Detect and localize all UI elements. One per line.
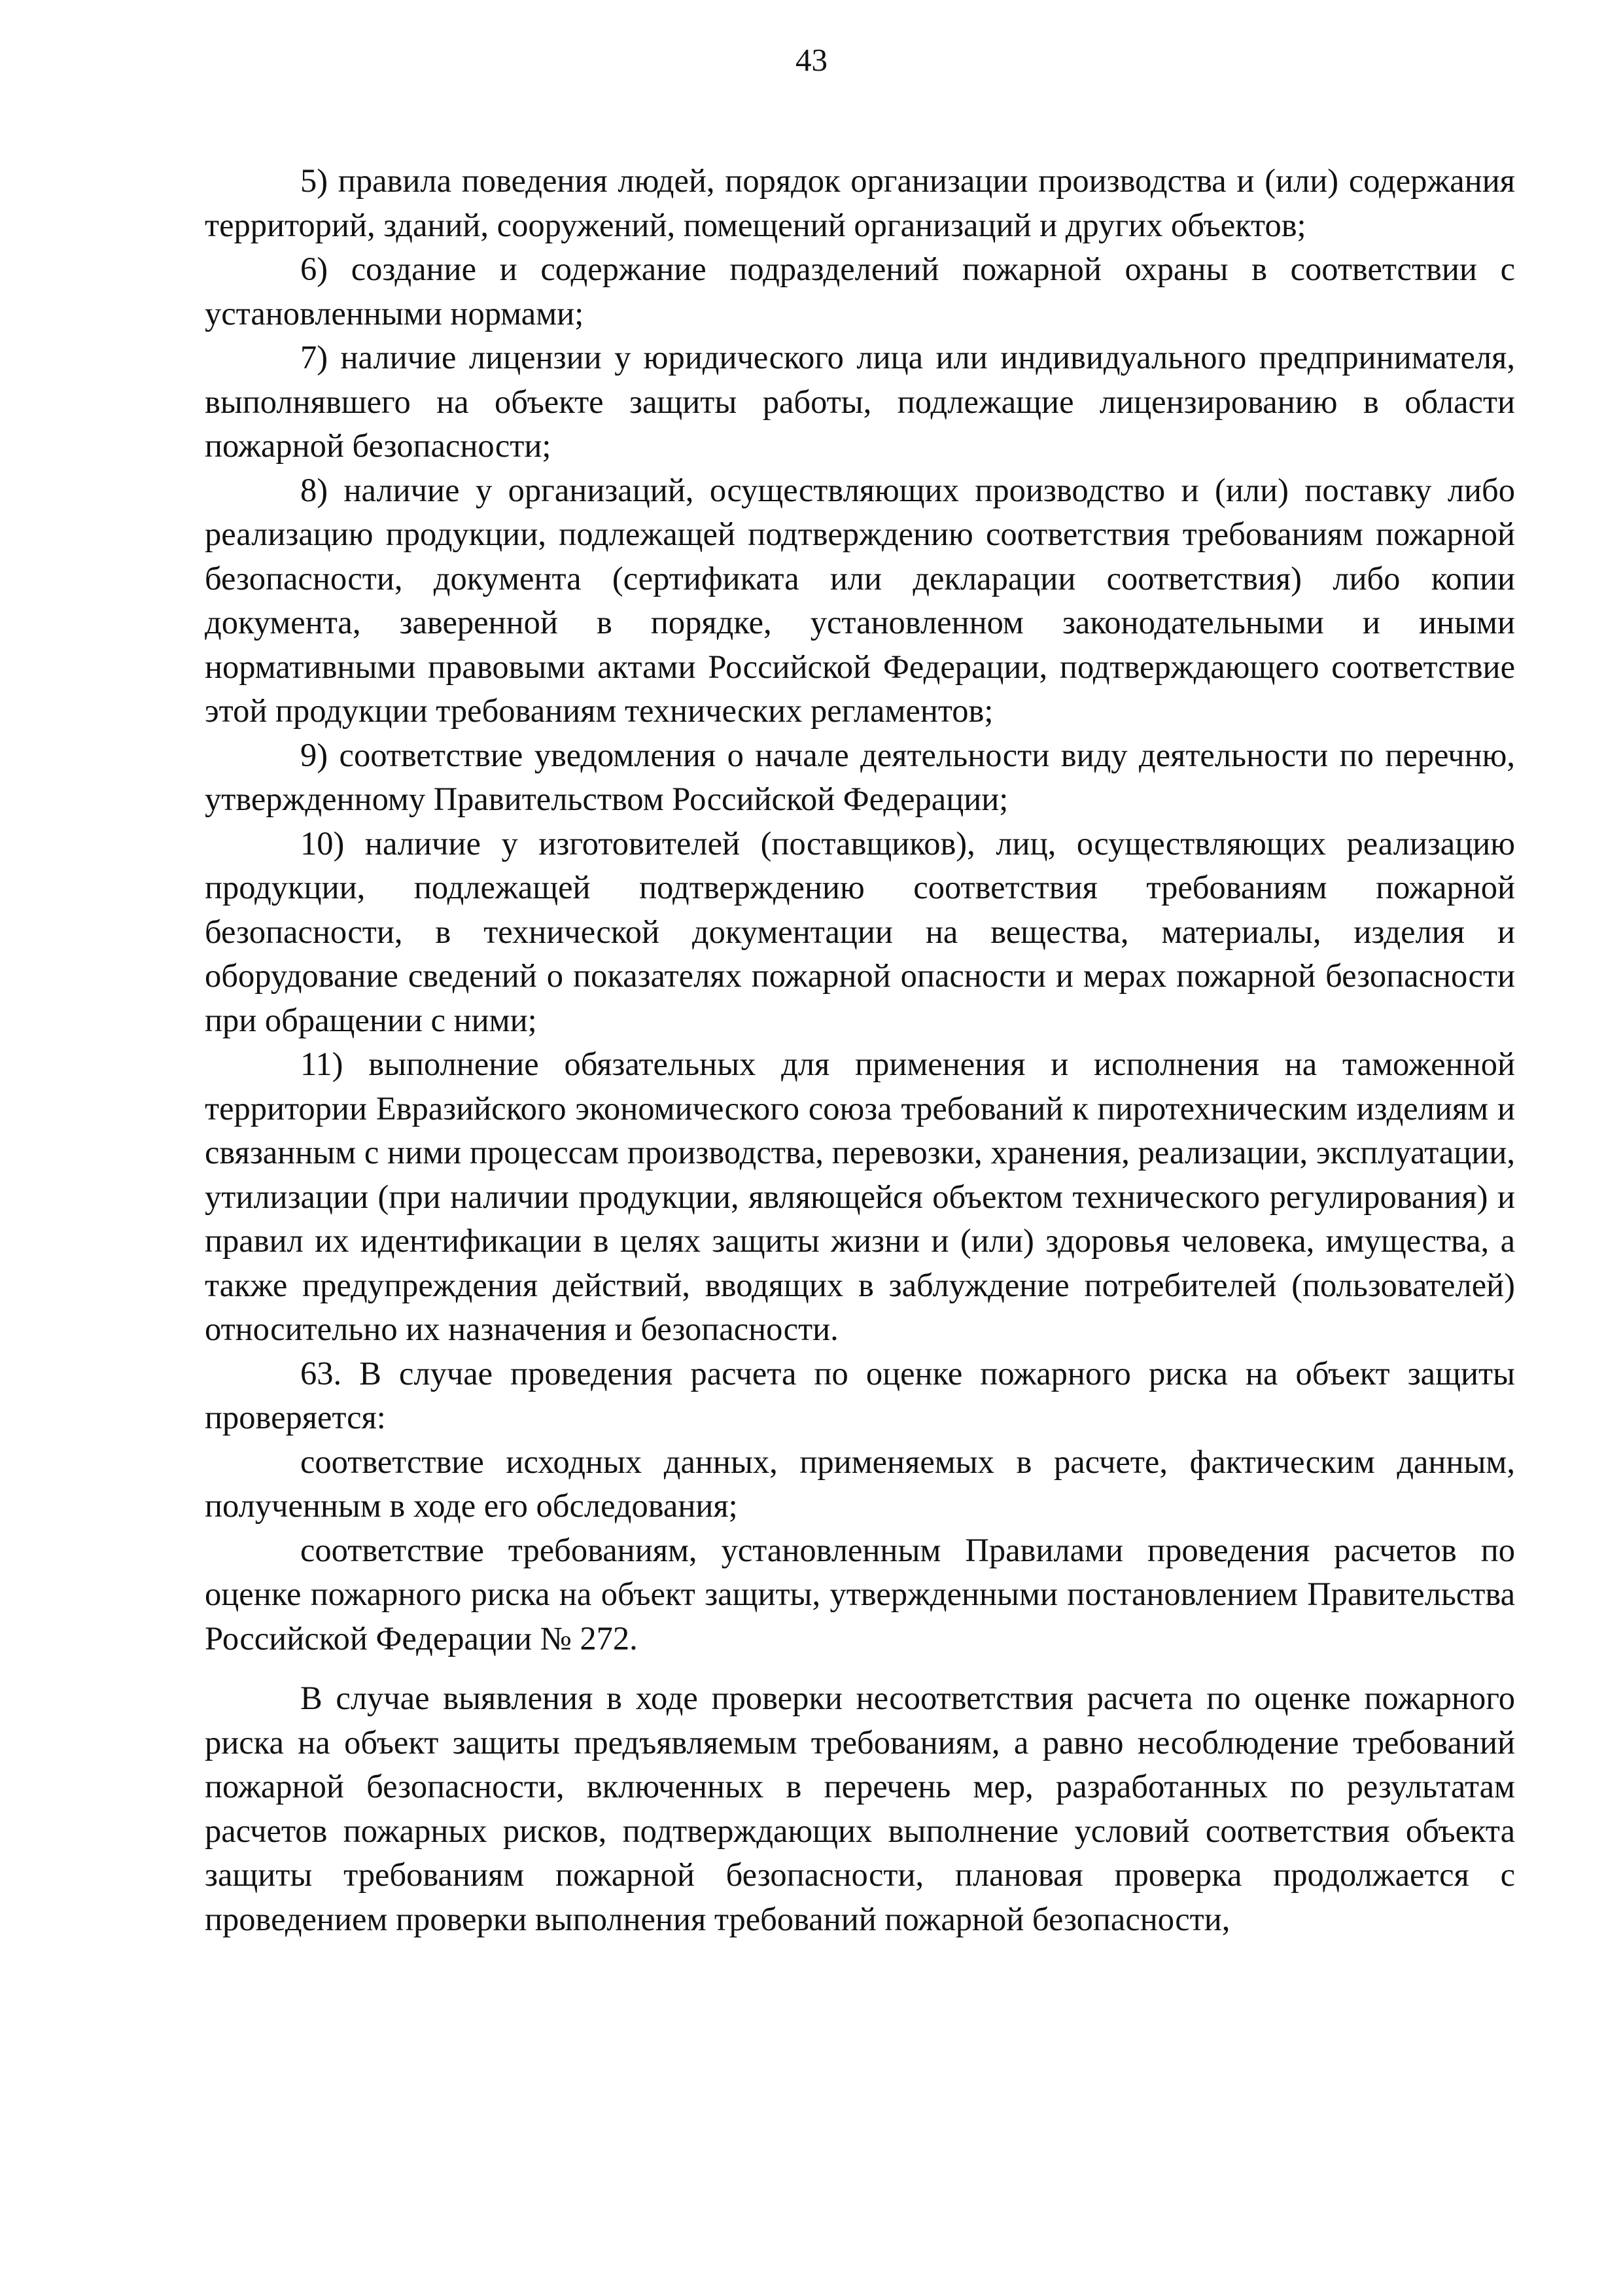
- clause-63-check-rules-compliance: соответствие требованиям, установленным Правилами проведения расчетов по оценке пожарного риска на объект защиты, утвержденными постановлением Правительства Российской Федерации № 272.: [205, 1531, 1515, 1657]
- clause-63-check-input-data: соответствие исходных данных, применяемых в расчете, фактическим данным, полученным в ходе его обследования;: [205, 1443, 1515, 1524]
- item-7-paragraph: 7) наличие лицензии у юридического лица или индивидуального предпринимателя, выполнявшего на объекте защиты работы, подлежащие лицензированию в области пожарной безопасности;: [205, 339, 1515, 464]
- item-5-paragraph: 5) правила поведения людей, порядок организации производства и (или) содержания территорий, зданий, сооружений, помещений организаций и других объектов;: [205, 162, 1515, 243]
- item-6-paragraph: 6) создание и содержание подразделений пожарной охраны в соответствии с установленными нормами;: [205, 251, 1515, 332]
- clause-63-nonconformity-paragraph: В случае выявления в ходе проверки несоответствия расчета по оценке пожарного риска на объект защиты предъявляемым требованиям, а равно несоблюдение требований пожарной безопасности, включенных в перечень мер, разработанных по результатам расчетов пожарных рисков, подтверждающих выполнение условий соответствия объекта защиты требованиям пожарной безопасности, плановая проверка продолжается с проведением проверки выполнения требований пожарной безопасности,: [205, 1680, 1515, 1937]
- item-10-paragraph: 10) наличие у изготовителей (поставщиков), лиц, осуществляющих реализацию продукции, подлежащей подтверждению соответствия требованиям пожарной безопасности, в технической документации на вещества, материалы, изделия и оборудование сведений о показателях пожарной опасности и мерах пожарной безопасности при обращении с ними;: [205, 824, 1515, 1038]
- item-8-paragraph: 8) наличие у организаций, осуществляющих производство и (или) поставку либо реализацию продукции, подлежащей подтверждению соответствия требованиям пожарной безопасности, документа (сертификата или декларации соответствия) либо копии документа, заверенной в порядке, установленном законодательными и иными нормативными правовыми актами Российской Федерации, подтверждающего соответствие этой продукции требованиям технических регламентов;: [205, 471, 1515, 729]
- item-11-paragraph: 11) выполнение обязательных для применения и исполнения на таможенной территории Евразийского экономического союза требований к пиротехническим изделиям и связанным с ними процессам производства, перевозки, хранения, реализации, эксплуатации, утилизации (при наличии продукции, являющейся объектом технического регулирования) и правил их идентификации в целях защиты жизни и (или) здоровья человека, имущества, а также предупреждения действий, вводящих в заблуждение потребителей (пользователей) относительно их назначения и безопасности.: [205, 1046, 1515, 1347]
- item-9-paragraph: 9) соответствие уведомления о начале деятельности виду деятельности по перечню, утвержденному Правительством Российской Федерации;: [205, 736, 1515, 817]
- clause-63-paragraph: 63. В случае проведения расчета по оценке пожарного риска на объект защиты проверяется:: [205, 1354, 1515, 1436]
- page-number: 43: [795, 42, 828, 78]
- document-body: [205, 159, 1515, 1941]
